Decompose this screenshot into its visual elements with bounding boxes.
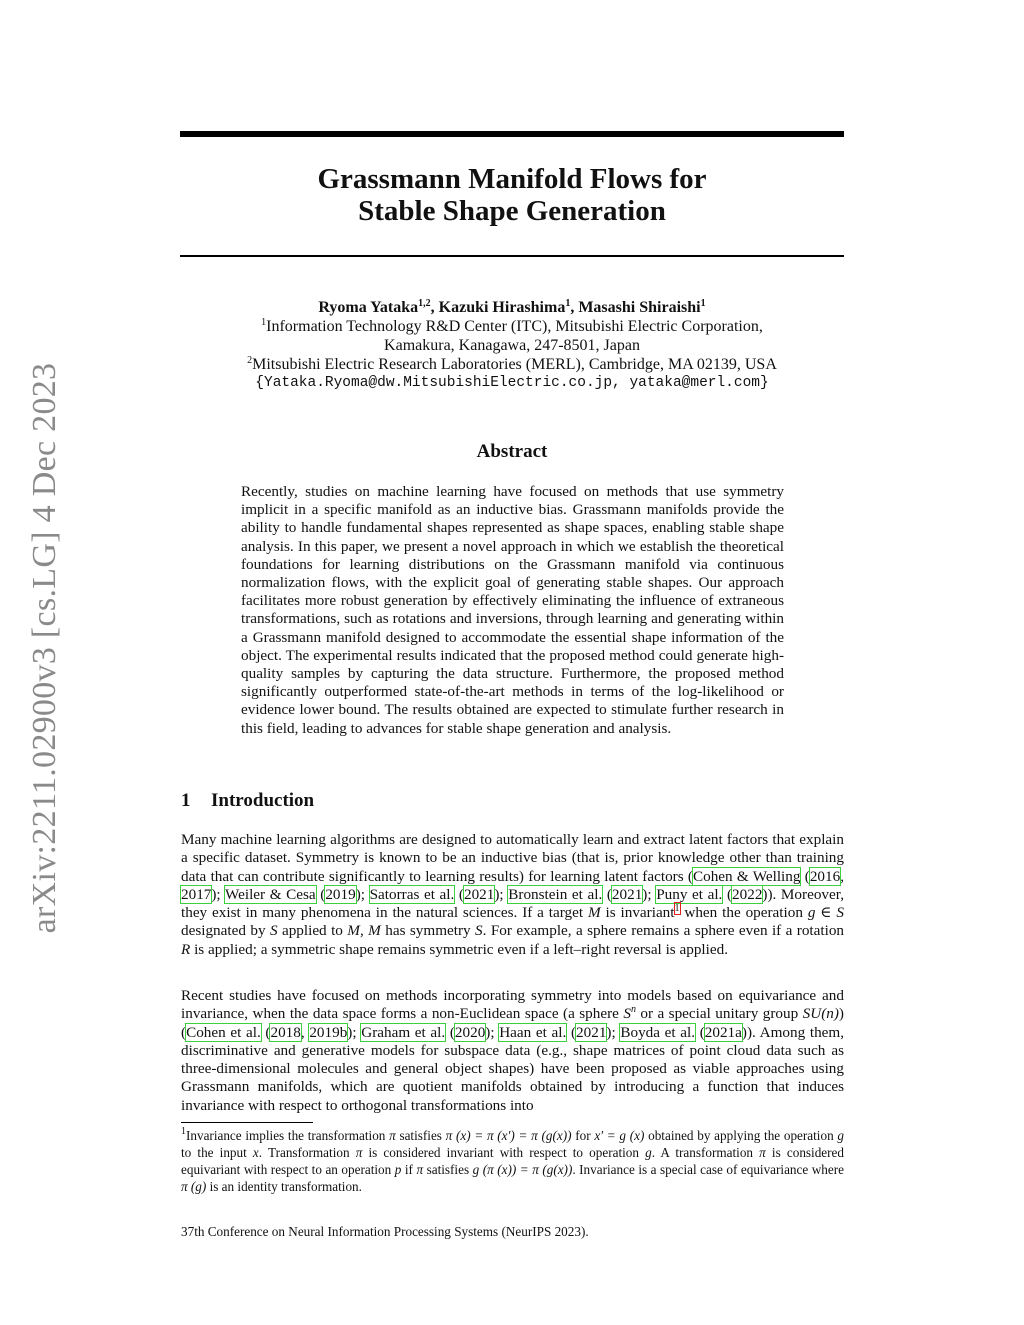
citation-link[interactable]: Cohen et al. [186,1023,261,1041]
citation-link[interactable]: 2019b [309,1023,348,1041]
section-number: 1 [181,790,191,811]
footnote-ref-link[interactable]: 1 [674,903,680,915]
footnote-mark: 1 [181,1126,186,1137]
citation-link[interactable]: Puny et al. [656,885,723,903]
abstract-text: Recently, studies on machine learning have focused on methods that use symmetry implicit in a specific manifold as an inductive bias. Grassmann manifolds provide the ability to handle fundamental shapes represented as shape spaces, enabling stable shape analysis. In this paper, we present a novel approach in which we establish the theoretical foundations for learning distributions on the Grassmann manifold via continuous normalization flows, with the explicit goal of generating stable shapes. Our approach facilitates more robust generation by effectively eliminating the influence of extraneous transformations, such as rotations and inversions, through learning and generating within a Grassmann manifold designed to accommodate the essential shape information of the object. The experimental results indicated that the proposed method could generate high-quality samples by capturing the data structure. Furthermore, the proposed method significantly outperformed state-of-the-art methods in terms of the log-likelihood or evidence lower bound. The results obtained are expected to stimulate further research in this field, leading to advances for stable shape generation and analysis. [241,483,784,737]
citation-link[interactable]: Weiler & Cesa [225,885,316,903]
author-names: Ryoma Yataka$^{1,2}$, Kazuki Hirashima$^1$, Masashi Shiraishi$^1$ [318,298,706,316]
citation-link[interactable]: 2020 [454,1023,486,1041]
author-1: Ryoma Yataka [318,299,419,316]
citation-link[interactable]: 2019 [325,885,356,903]
citation-link[interactable]: Boyda et al. [620,1023,696,1041]
citation-link[interactable]: Haan et al. [499,1023,567,1041]
venue-footer: 37th Conference on Neural Information Processing Systems (NeurIPS 2023). [181,1224,589,1239]
affiliation-1: $^1$Information Technology R&D Center (ITC), Mitsubishi Electric Corporation, [261,317,763,335]
intro-paragraph-2: Recent studies have focused on methods incorporating symmetry into models based on equivariance and invariance, when the data space forms a non-Euclidean space (a sphere $S^n$ or a special unitary group SU(n)) (Cohen et al. (2018, 2019b); Graham et al. (2020); Haan et al. (2021); Boyda et al. (2021a)). Among them, discriminative and generative models for subspace data (e.g., shape matrices of point cloud data such as three-dimensional molecules and general object shapes) have been proposed as viable approaches using Grassmann manifolds, which are quotient manifolds obtained by introducing a function that induces invariance with respect to orthogonal transformations into [181,987,845,1114]
arxiv-identifier: arXiv:2211.02900v3 [cs.LG] 4 Dec 2023 [26,362,63,934]
footnote-rule [181,1122,313,1123]
affiliation-1-address: Kamakura, Kanagawa, 247-8501, Japan [384,337,640,354]
author-3: Masashi Shiraishi [578,299,701,316]
citation-link[interactable]: 2022 [732,885,763,903]
intro-paragraph-1: Many machine learning algorithms are designed to automatically learn and extract latent factors that explain a specific dataset. Symmetry is known to be an inductive bias (that is, prior knowledge other than training data that can contribute significantly to learning results) for learning latent factors (Cohen & Welling (2016, 2017); Weiler & Cesa (2019); Satorras et al. (2021); Bronstein et al. (2021); Puny et al. (2022)). Moreover, they exist in many phenomena in the natural sciences. If a target M is invariant$^1$ when the operation g ∈ S designated by S applied to M, M has symmetry S. For example, a sphere remains a sphere even if a rotation R is applied; a symmetric shape remains symmetric even if a left–right reversal is applied. [181,831,845,958]
author-2: Kazuki Hirashima [438,299,566,316]
citation-link[interactable]: Graham et al. [361,1023,446,1041]
title-line-1: Grassmann Manifold Flows for [317,163,707,195]
citation-link[interactable]: 2021 [576,1023,607,1041]
title-line-2: Stable Shape Generation [358,195,666,227]
author-block [180,298,844,393]
citation-link[interactable]: Satorras et al. [369,885,455,903]
citation-link[interactable]: 2016 [809,867,841,885]
citation-link[interactable]: 2017 [181,885,212,903]
title-bottom-rule [180,255,844,257]
citation-link[interactable]: 2021 [463,885,495,903]
citation-link[interactable]: Bronstein et al. [508,885,603,903]
footnote-1: $^1$Invariance implies the transformation π satisfies π (x) = π (x′) = π (g(x)) for x′ = g (x) obtained by applying the operation g to the input x. Transformation π is considered invariant with respect to operation g. A transformation π is considered equivariant with respect to an operation p if π satisfies g (π (x)) = π (g(x)). Invariance is a special case of equivariance where π (g) is an identity transformation. [181,1126,844,1194]
section-heading-introduction [181,790,314,812]
citation-link[interactable]: 2018 [270,1023,301,1041]
abstract-heading: Abstract [476,441,548,462]
paper-title [180,163,844,227]
author-emails[interactable]: {Yataka.Ryoma@dw.MitsubishiElectric.co.jp, yataka@merl.com} [255,375,769,391]
author-2-affil: 1 [565,298,571,309]
citation-link[interactable]: 2021 [611,885,643,903]
citation-link[interactable]: 2021a [704,1023,742,1041]
author-1-affil: 1,2 [418,298,431,309]
citation-link[interactable]: Cohen & Welling [692,867,801,885]
title-top-rule [180,131,844,137]
section-title: Introduction [211,790,315,811]
affiliation-2: $^2$Mitsubishi Electric Research Laboratories (MERL), Cambridge, MA 02139, USA [247,355,777,373]
author-3-affil: 1 [700,298,706,309]
